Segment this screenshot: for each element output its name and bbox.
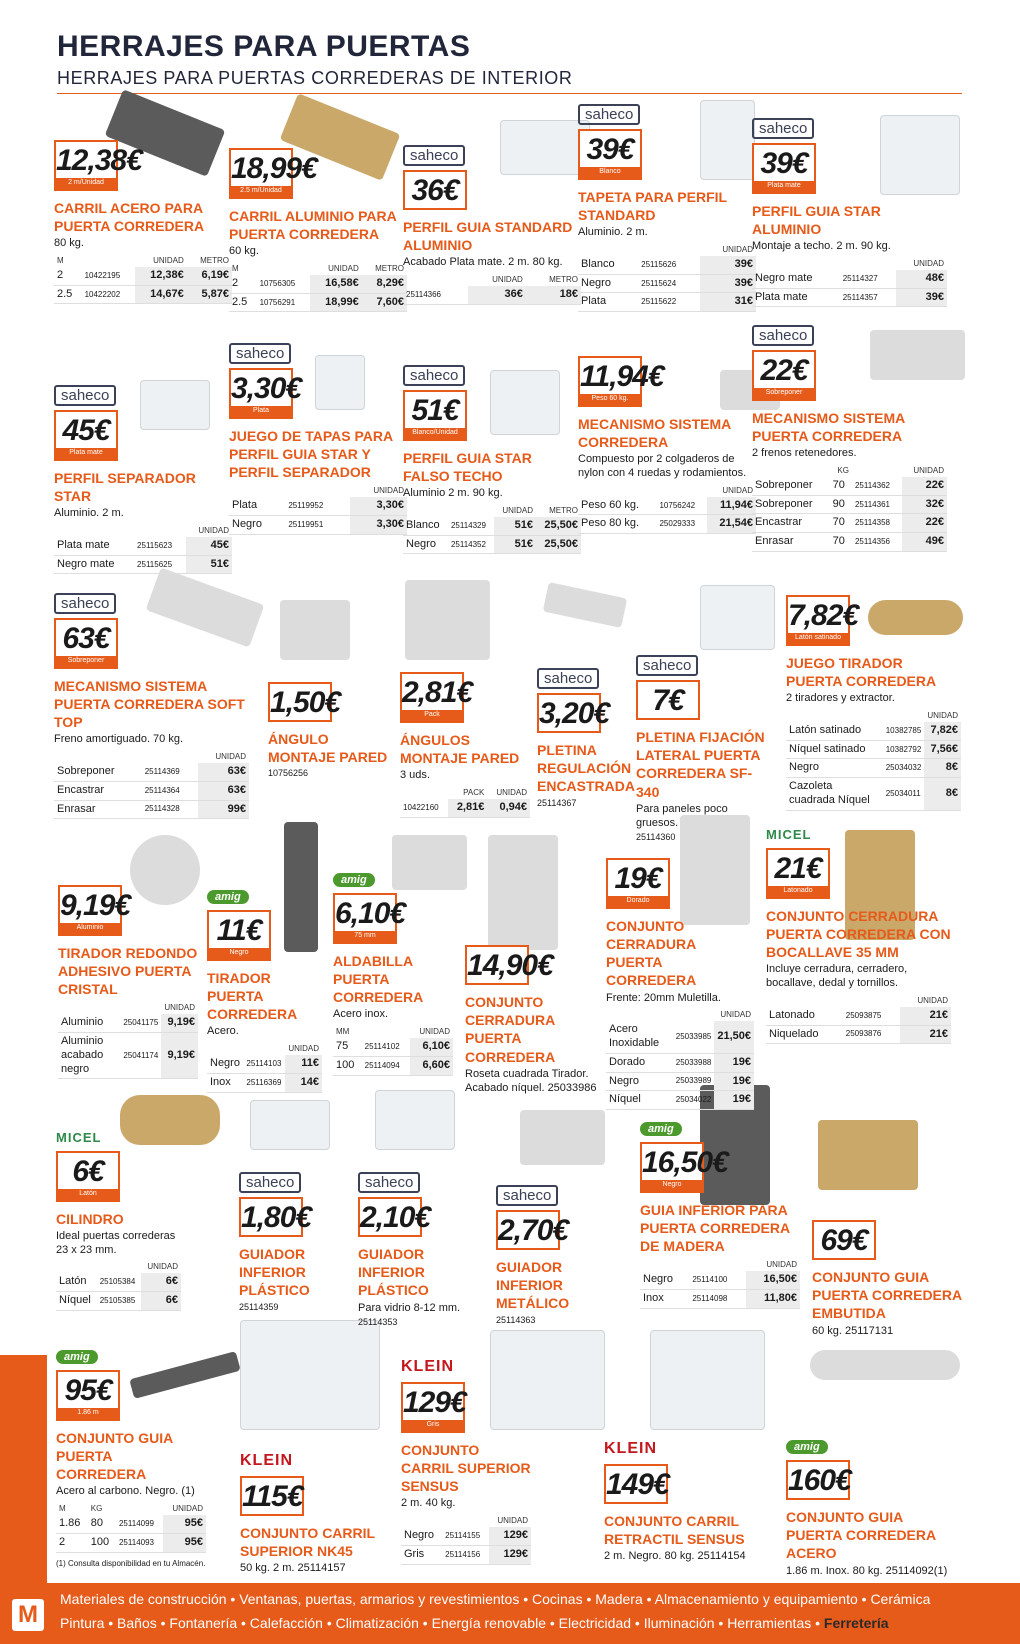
amig-logo: amig xyxy=(333,873,375,887)
product-card: 2,81€ Pack ÁNGULOS MONTAJE PARED 3 uds. PACK UNIDAD 10422160 2,81€ 0,94€ xyxy=(400,672,530,818)
table-row: Negro 25114352 51€ 25,50€ xyxy=(403,535,581,554)
table-row: Sobreponer 90 25114361 32€ xyxy=(752,495,947,514)
price-value: 2,10€ xyxy=(360,1201,431,1234)
price-value: 18,99€ xyxy=(231,152,317,185)
price-caption: Blanco xyxy=(580,167,640,178)
price-tag xyxy=(229,148,317,199)
price-table: PACK UNIDAD 10422160 2,81€ 0,94€ xyxy=(400,787,530,818)
table-row: Plata mate 25114357 39€ xyxy=(752,288,947,307)
table-row: 2 10756305 16,58€ 8,29€ xyxy=(229,275,407,293)
price-tag xyxy=(403,390,467,441)
table-row: Blanco 25114329 51€ 25,50€ xyxy=(403,517,581,535)
saheco-logo: saheco xyxy=(239,1172,301,1193)
table-row: 100 25114094 6,60€ xyxy=(333,1056,453,1075)
embedded-guide-image xyxy=(818,1120,918,1190)
price-tag xyxy=(786,595,859,646)
price-tag xyxy=(358,1197,431,1237)
table-row: Negro mate 25114327 48€ xyxy=(752,270,947,288)
price-caption: 2 m/Unidad xyxy=(56,178,116,189)
price-value: 7€ xyxy=(652,684,684,717)
price-tag xyxy=(400,672,473,723)
table-row: Latón 25105384 6€ xyxy=(56,1273,181,1291)
table-row: Negro 25115624 39€ xyxy=(578,274,756,293)
page-title: HERRAJES PARA PUERTAS xyxy=(57,30,471,63)
table-row: Negro 25114103 11€ xyxy=(207,1055,322,1073)
price-tag xyxy=(636,680,700,720)
table-row: Sobreponer 70 25114362 22€ xyxy=(752,477,947,495)
price-caption: Negro xyxy=(209,948,269,959)
price-table: UNIDAD Negro 25114155 129€ Gris 25114156 129€ xyxy=(401,1515,531,1565)
price-tag xyxy=(752,350,816,401)
price-value: 2,81€ xyxy=(402,676,473,709)
price-caption: Sobreponer xyxy=(754,388,814,399)
page-subtitle: HERRAJES PARA PUERTAS CORREDERAS DE INTERIOR xyxy=(57,68,962,94)
product-card: saheco 36€ PERFIL GUIA STANDARD ALUMINIO Acabado Plata mate. 2 m. 80 kg. UNIDAD METRO 25114366 36€ 18€ xyxy=(403,145,581,305)
footer-categories-1[interactable]: Materiales de construcción • Ventanas, puertas, armarios y revestimientos • Cocinas • Madera • Almacenamiento y equipamiento • Cerámica xyxy=(60,1591,931,1607)
price-tag xyxy=(403,170,467,210)
brand-logo: M xyxy=(12,1599,44,1631)
price-value: 22€ xyxy=(760,354,808,387)
saheco-logo: saheco xyxy=(54,385,116,406)
product-card: saheco 2,10€ GUIADOR INFERIOR PLÁSTICO Para vidrio 8-12 mm. 25114353 xyxy=(358,1174,461,1328)
product-card: saheco 3,20€ PLETINA REGULACIÓN ENCASTRADA 25114367 xyxy=(537,670,635,808)
price-value: 1,80€ xyxy=(241,1201,312,1234)
price-value: 6,10€ xyxy=(335,897,406,930)
price-tag xyxy=(786,1460,850,1500)
table-row: Latonado 25093875 21€ xyxy=(766,1007,951,1025)
price-value: 36€ xyxy=(411,174,459,207)
product-card: saheco 22€ Sobreponer MECANISMO SISTEMA PUERTA CORREDERA 2 frenos retenedores. KG UNIDAD Sobreponer 70 25114362 22€ Sobreponer 90 25114361 32€ Encastrar 70 25114358 22€ Enrasar 70 25114356 49€ xyxy=(752,325,947,552)
table-row: Dorado 25033988 19€ xyxy=(606,1053,754,1072)
price-caption: Aluminio xyxy=(60,923,120,934)
price-table: UNIDAD Sobreponer 25114369 63€ Encastrar 25114364 63€ Enrasar 25114328 99€ xyxy=(54,751,249,819)
price-table: UNIDAD Blanco 25115626 39€ Negro 25115624 39€ Plata 25115622 31€ xyxy=(578,244,756,312)
table-row: 2.5 10756291 18,99€ 7,60€ xyxy=(229,293,407,312)
amig-logo: amig xyxy=(56,1350,98,1364)
price-value: 115€ xyxy=(242,1480,303,1513)
price-caption: Latón satinado xyxy=(788,633,848,644)
price-value: 6€ xyxy=(72,1155,104,1188)
price-value: 1,50€ xyxy=(270,686,341,719)
table-row: Enrasar 25114328 99€ xyxy=(54,800,249,819)
saheco-logo: saheco xyxy=(537,668,599,689)
table-row: Latón satinado 10382785 7,82€ xyxy=(786,722,961,740)
table-row: 75 25114102 6,10€ xyxy=(333,1038,453,1056)
table-row: Cazoleta cuadrada Níquel 25034011 8€ xyxy=(786,778,961,811)
product-card: 1,50€ ÁNGULO MONTAJE PARED 10756256 xyxy=(268,682,393,780)
price-value: 3,30€ xyxy=(231,372,302,405)
table-row: Plata 25115622 31€ xyxy=(578,293,756,312)
price-table: UNIDAD Negro 25114103 11€ Inox 25116369 14€ xyxy=(207,1043,322,1093)
product-card: 69€ CONJUNTO GUIA PUERTA CORREDERA EMBUTIDA 60 kg. 25117131 xyxy=(812,1220,987,1338)
table-row: Negro 25114100 16,50€ xyxy=(640,1271,800,1289)
table-row: Inox 25116369 14€ xyxy=(207,1073,322,1092)
angles-pack-image xyxy=(405,580,490,660)
price-tag xyxy=(578,356,664,407)
price-caption: Gris xyxy=(403,1420,463,1431)
price-tag xyxy=(812,1220,876,1260)
table-row: Sobreponer 25114369 63€ xyxy=(54,763,249,781)
section-label: FERRETERÍA xyxy=(17,1445,33,1555)
price-tag xyxy=(537,693,610,733)
product-card: KLEIN 129€ Gris CONJUNTO CARRIL SUPERIOR SENSUS 2 m. 40 kg. UNIDAD Negro 25114155 129€ Gris 25114156 129€ xyxy=(401,1358,531,1565)
steel-guide-image xyxy=(810,1350,960,1380)
price-caption: Blanco/Unidad xyxy=(405,428,465,439)
footer-categories-2[interactable]: Pintura • Baños • Fontanería • Calefacción • Climatización • Energía renovable • Electricidad • Iluminación • Herramientas • Ferretería xyxy=(60,1615,889,1631)
price-value: 2,70€ xyxy=(498,1214,569,1247)
product-card: saheco 7€ PLETINA FIJACIÓN LATERAL PUERTA CORREDERA SF-340 Para paneles poco gruesos. 25114360 xyxy=(636,657,765,843)
saheco-logo: saheco xyxy=(358,1172,420,1193)
saheco-logo: saheco xyxy=(496,1185,558,1206)
price-value: 129€ xyxy=(403,1386,466,1419)
klein-logo: KLEIN xyxy=(604,1440,657,1457)
price-tag xyxy=(240,1476,304,1516)
price-value: 3,20€ xyxy=(539,697,610,730)
table-row: Níquel 25034022 19€ xyxy=(606,1091,754,1110)
price-tag xyxy=(268,682,341,722)
footer-active-category[interactable]: Ferretería xyxy=(823,1615,889,1631)
product-card: 18,99€ 2.5 m/Unidad CARRIL ALUMINIO PARA PUERTA CORREDERA 60 kg. M UNIDAD METRO 2 10756305 16,58€ 8,29€ 2.5 10756291 18,99€ 7,60€ xyxy=(229,148,407,312)
micel-logo: MICEL xyxy=(56,1130,102,1145)
price-caption: Latón xyxy=(58,1189,118,1200)
price-tag xyxy=(207,910,271,961)
price-table: UNIDAD Negro 25114100 16,50€ Inox 25114098 11,80€ xyxy=(640,1259,800,1309)
table-row: Peso 80 kg. 25029333 21,54€ xyxy=(578,515,756,534)
micel-logo: MICEL xyxy=(766,827,812,842)
table-row: 10422160 2,81€ 0,94€ xyxy=(400,799,530,817)
plate-image xyxy=(543,582,627,628)
table-row: Níquel 25105385 6€ xyxy=(56,1292,181,1311)
price-value: 9,19€ xyxy=(60,889,131,922)
table-row: Aluminio 25041175 9,19€ xyxy=(58,1014,198,1032)
price-tag xyxy=(766,848,830,899)
price-caption: 2.5 m/Unidad xyxy=(231,186,291,197)
price-table: UNIDAD Latón satinado 10382785 7,82€ Níquel satinado 10382792 7,56€ Negro 25034032 8€ Cazoleta cuadrada Níquel 25034011 8€ xyxy=(786,710,961,811)
price-caption: Plata xyxy=(231,406,291,417)
table-row: Peso 60 kg. 10756242 11,94€ xyxy=(578,497,756,515)
table-row: Acero Inoxidable 25033985 21,50€ xyxy=(606,1021,754,1053)
price-value: 11€ xyxy=(216,914,262,947)
saheco-logo: saheco xyxy=(54,593,116,614)
product-card: 11,94€ Peso 60 kg. MECANISMO SISTEMA CORREDERA Compuesto por 2 colgaderos de nylon con 4 ruedas y rodamientos. UNIDAD Peso 60 kg. 10756242 11,94€ Peso 80 kg. 25029333 21,54€ xyxy=(578,356,756,534)
table-row: 2 10422195 12,38€ 6,19€ xyxy=(54,267,232,285)
table-row: Negro mate 25115625 51€ xyxy=(54,555,232,574)
table-row: 2.5 10422202 14,67€ 5,87€ xyxy=(54,285,232,304)
price-tag xyxy=(606,858,670,909)
price-value: 69€ xyxy=(820,1224,868,1257)
price-caption: Peso 60 kg. xyxy=(580,394,640,405)
price-value: 63€ xyxy=(62,622,110,655)
price-value: 16,50€ xyxy=(642,1146,728,1179)
footnote: (1) Consulta disponibilidad en tu Almacén. xyxy=(56,1558,206,1568)
price-table: UNIDAD Latonado 25093875 21€ Niquelado 25093876 21€ xyxy=(766,995,951,1045)
saheco-logo: saheco xyxy=(752,118,814,139)
amig-logo: amig xyxy=(786,1440,828,1454)
table-row: Encastrar 25114364 63€ xyxy=(54,781,249,800)
amig-logo: amig xyxy=(207,890,249,904)
price-table: MM UNIDAD 75 25114102 6,10€ 100 25114094 6,60€ xyxy=(333,1026,453,1076)
product-card: saheco 3,30€ Plata JUEGO DE TAPAS PARA PERFIL GUIA STAR Y PERFIL SEPARADOR UNIDAD Plata 25119952 3,30€ Negro 25119951 3,30€ xyxy=(229,343,407,535)
product-card: amig 11€ Negro TIRADOR PUERTA CORREDERA Acero. UNIDAD Negro 25114103 11€ Inox 25116369 14€ xyxy=(207,890,322,1093)
product-card: saheco 51€ Blanco/Unidad PERFIL GUIA STAR FALSO TECHO Aluminio 2 m. 90 kg. UNIDAD METRO Blanco 25114329 51€ 25,50€ Negro 25114352 51€ 25,50€ xyxy=(403,365,581,554)
price-table: M UNIDAD METRO 2 10756305 16,58€ 8,29€ 2.5 10756291 18,99€ 7,60€ xyxy=(229,263,407,313)
price-caption: 1.86 m xyxy=(58,1408,118,1419)
price-table: UNIDAD Acero Inoxidable 25033985 21,50€ Dorado 25033988 19€ Negro 25033989 19€ Níquel 25034022 19€ xyxy=(606,1009,754,1110)
price-tag xyxy=(333,893,406,944)
price-caption: Negro xyxy=(642,1180,702,1191)
product-card: saheco 1,80€ GUIADOR INFERIOR PLÁSTICO 25114359 xyxy=(239,1174,312,1312)
price-caption: Pack xyxy=(402,710,462,721)
price-caption: Dorado xyxy=(608,896,668,907)
price-table: UNIDAD Latón 25105384 6€ Níquel 25105385 6€ xyxy=(56,1261,181,1311)
product-card: KLEIN 149€ CONJUNTO CARRIL RETRACTIL SENSUS 2 m. Negro. 80 kg. 25114154 xyxy=(604,1440,746,1563)
price-value: 51€ xyxy=(411,394,459,427)
price-value: 160€ xyxy=(788,1464,851,1497)
product-card: saheco 2,70€ GUIADOR INFERIOR METÁLICO 25114363 xyxy=(496,1187,570,1325)
saheco-logo: saheco xyxy=(636,655,698,676)
price-tag xyxy=(229,368,302,419)
lock-set-image xyxy=(488,835,558,950)
product-card: 19€ Dorado CONJUNTO CERRADURA PUERTA CORREDERA Frente: 20mm Muletilla. UNIDAD Acero Inoxidable 25033985 21,50€ Dorado 25033988 19€ Negro 25033989 19€ Níquel 25034022 19€ xyxy=(606,858,754,1110)
table-row: Blanco 25115626 39€ xyxy=(578,256,756,274)
price-table: UNIDAD Plata mate 25115623 45€ Negro mate 25115625 51€ xyxy=(54,525,232,575)
retractil-image xyxy=(650,1330,765,1430)
price-tag xyxy=(54,140,142,191)
product-card: 9,19€ Aluminio TIRADOR REDONDO ADHESIVO PUERTA CRISTAL UNIDAD Aluminio 25041175 9,19€ Aluminio acabado negro 25041174 9,19€ xyxy=(58,885,198,1079)
footer-nav xyxy=(0,1583,1020,1644)
guide-plastic-image xyxy=(250,1100,330,1150)
amig-logo: amig xyxy=(640,1122,682,1136)
price-caption: Plata mate xyxy=(56,448,116,459)
price-value: 19€ xyxy=(614,862,662,895)
price-table: UNIDAD METRO Blanco 25114329 51€ 25,50€ Negro 25114352 51€ 25,50€ xyxy=(403,505,581,555)
product-card: 12,38€ 2 m/Unidad CARRIL ACERO PARA PUERTA CORREDERA 80 kg. M UNIDAD METRO 2 10422195 12,38€ 6,19€ 2.5 10422202 14,67€ 5,87€ xyxy=(54,140,232,304)
price-caption: Sobreponer xyxy=(56,656,116,667)
price-tag xyxy=(465,945,553,985)
table-row: Enrasar 70 25114356 49€ xyxy=(752,533,947,552)
angle-image xyxy=(280,600,350,660)
nk45-image xyxy=(240,1320,380,1430)
saheco-logo: saheco xyxy=(403,365,465,386)
price-tag xyxy=(496,1210,569,1250)
product-card: amig 95€ 1.86 m CONJUNTO GUIA PUERTA CORREDERA Acero al carbono. Negro. (1) M KG UNIDAD 1.86 80 25114099 95€ 2 100 25114093 95€ (1) Consulta disponibilidad en tu Almacén. xyxy=(56,1351,206,1568)
table-row: Plata 25119952 3,30€ xyxy=(229,497,407,515)
price-table: UNIDAD METRO 25114366 36€ 18€ xyxy=(403,274,581,305)
price-tag xyxy=(56,1370,120,1421)
price-tag xyxy=(752,143,816,194)
klein-logo: KLEIN xyxy=(240,1452,293,1469)
price-value: 7,82€ xyxy=(788,599,859,632)
price-value: 11,94€ xyxy=(580,360,664,393)
price-value: 39€ xyxy=(586,133,634,166)
guide-glass-image xyxy=(375,1090,455,1150)
table-row: Aluminio acabado negro 25041174 9,19€ xyxy=(58,1033,198,1079)
product-card: 14,90€ CONJUNTO CERRADURA PUERTA CORREDERA Roseta cuadrada Tirador. Acabado níquel. 25033986 xyxy=(465,945,605,1095)
table-row: Inox 25114098 11,80€ xyxy=(640,1290,800,1309)
table-row: Níquel satinado 10382792 7,56€ xyxy=(786,740,961,759)
saheco-logo: saheco xyxy=(229,343,291,364)
table-row: Negro 25034032 8€ xyxy=(786,759,961,778)
product-card: saheco 63€ Sobreponer MECANISMO SISTEMA PUERTA CORREDERA SOFT TOP Freno amortiguado. 70 kg. UNIDAD Sobreponer 25114369 63€ Encastrar 25114364 63€ Enrasar 25114328 99€ xyxy=(54,593,249,819)
product-card: saheco 39€ Blanco TAPETA PARA PERFIL STANDARD Aluminio. 2 m. UNIDAD Blanco 25115626 39€ Negro 25115624 39€ Plata 25115622 31€ xyxy=(578,104,756,312)
price-value: 149€ xyxy=(606,1468,669,1501)
price-value: 45€ xyxy=(62,414,110,447)
price-tag xyxy=(58,885,131,936)
table-row: 2 100 25114093 95€ xyxy=(56,1533,206,1552)
price-tag xyxy=(604,1464,668,1504)
table-row: Negro 25033989 19€ xyxy=(606,1072,754,1091)
klein-logo: KLEIN xyxy=(401,1358,454,1375)
price-tag xyxy=(401,1382,465,1433)
lateral-plate-image xyxy=(700,585,775,650)
saheco-logo: saheco xyxy=(752,325,814,346)
saheco-logo: saheco xyxy=(578,104,640,125)
product-title: CARRIL ACERO PARA PUERTA CORREDERA xyxy=(54,199,205,234)
price-tag xyxy=(640,1142,728,1193)
table-row: Encastrar 70 25114358 22€ xyxy=(752,514,947,533)
product-card: MICEL 21€ Latonado CONJUNTO CERRADURA PUERTA CORREDERA CON BOCALLAVE 35 MM Incluye cerradura, cerradero, bocallave, dedal y tornillos. UNIDAD Latonado 25093875 21€ Niquelado 25093876 21€ xyxy=(766,827,951,1044)
price-tag xyxy=(239,1197,312,1237)
price-table: UNIDAD Aluminio 25041175 9,19€ Aluminio acabado negro 25041174 9,19€ xyxy=(58,1002,198,1079)
price-table: UNIDAD Plata 25119952 3,30€ Negro 25119951 3,30€ xyxy=(229,485,407,535)
product-card: MICEL 6€ Latón CILINDRO Ideal puertas correderas 23 x 23 mm. UNIDAD Latón 25105384 6€ Níquel 25105385 6€ xyxy=(56,1130,181,1311)
table-row: Gris 25114156 129€ xyxy=(401,1545,531,1564)
page-header xyxy=(57,30,962,94)
price-table: M KG UNIDAD 1.86 80 25114099 95€ 2 100 25114093 95€ xyxy=(56,1503,206,1553)
table-row: Negro 25119951 3,30€ xyxy=(229,516,407,535)
price-caption: Latonado xyxy=(768,886,828,897)
saheco-logo: saheco xyxy=(403,145,465,166)
product-card: saheco 39€ Plata mate PERFIL GUIA STAR ALUMINIO Montaje a techo. 2 m. 90 kg. UNIDAD Negro mate 25114327 48€ Plata mate 25114357 39€ xyxy=(752,118,947,307)
price-table: KG UNIDAD Sobreponer 70 25114362 22€ Sobreponer 90 25114361 32€ Encastrar 70 25114358 22€ Enrasar 70 25114356 49€ xyxy=(752,465,947,552)
price-value: 14,90€ xyxy=(467,949,553,982)
product-card: 7,82€ Latón satinado JUEGO TIRADOR PUERTA CORREDERA 2 tiradores y extractor. UNIDAD Latón satinado 10382785 7,82€ Níquel satinado 10382792 7,56€ Negro 25034032 8€ Cazoleta cuadrada Níquel 25034011 8€ xyxy=(786,595,961,811)
product-card: amig 6,10€ 75 mm ALDABILLA PUERTA CORREDERA Acero inox. MM UNIDAD 75 25114102 6,10€ 100 25114094 6,60€ xyxy=(333,873,453,1076)
price-tag xyxy=(54,618,118,669)
table-row: Plata mate 25115623 45€ xyxy=(54,537,232,555)
price-tag xyxy=(56,1151,120,1202)
product-card: amig 160€ CONJUNTO GUIA PUERTA CORREDERA ACERO 1.86 m. Inox. 80 kg. 25114092(1) xyxy=(786,1441,948,1577)
price-caption: 75 mm xyxy=(335,931,395,942)
price-value: 12,38€ xyxy=(56,144,142,177)
table-row: 1.86 80 25114099 95€ xyxy=(56,1515,206,1533)
price-value: 95€ xyxy=(64,1374,112,1407)
table-row: Negro 25114155 129€ xyxy=(401,1527,531,1545)
table-row: 25114366 36€ 18€ xyxy=(403,286,581,304)
table-row: Niquelado 25093876 21€ xyxy=(766,1025,951,1044)
product-card: saheco 45€ Plata mate PERFIL SEPARADOR STAR Aluminio. 2 m. UNIDAD Plata mate 25115623 45€ Negro mate 25115625 51€ xyxy=(54,385,232,574)
product-card: amig 16,50€ Negro GUIA INFERIOR PARA PUERTA CORREDERA DE MADERA UNIDAD Negro 25114100 16,50€ Inox 25114098 11,80€ xyxy=(640,1122,800,1309)
price-value: 39€ xyxy=(760,147,808,180)
price-table: M UNIDAD METRO 2 10422195 12,38€ 6,19€ 2.5 10422202 14,67€ 5,87€ xyxy=(54,255,232,305)
price-table: UNIDAD Negro mate 25114327 48€ Plata mate 25114357 39€ xyxy=(752,258,947,308)
price-table: UNIDAD Peso 60 kg. 10756242 11,94€ Peso 80 kg. 25029333 21,54€ xyxy=(578,485,756,535)
product-card: KLEIN 115€ CONJUNTO CARRIL SUPERIOR NK45 50 kg. 2 m. 25114157 xyxy=(240,1452,375,1575)
price-value: 21€ xyxy=(774,852,822,885)
price-tag xyxy=(54,410,118,461)
price-caption: Plata mate xyxy=(754,181,814,192)
guide-metal-image xyxy=(520,1110,605,1165)
price-tag xyxy=(578,129,642,180)
